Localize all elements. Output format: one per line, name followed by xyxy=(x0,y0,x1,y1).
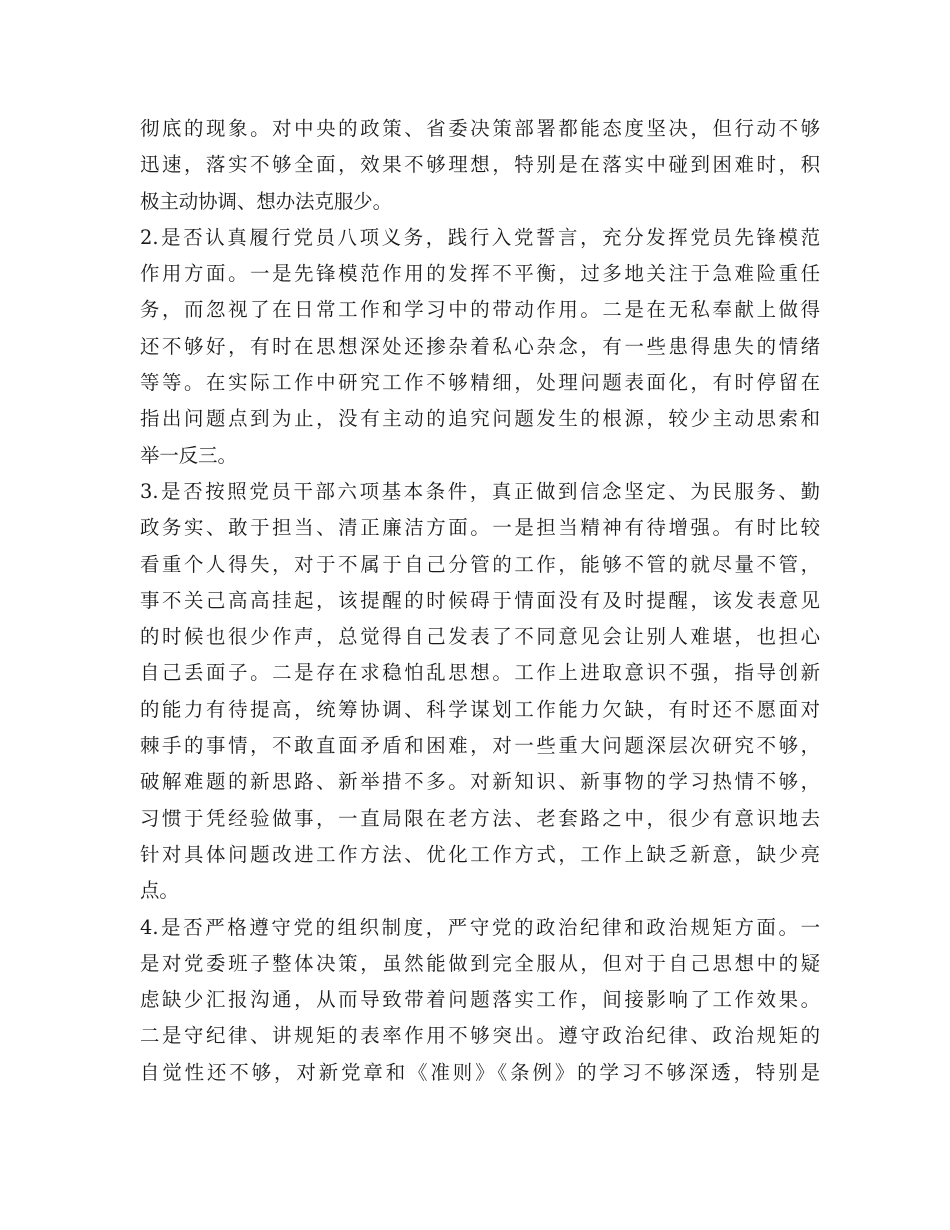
text-line: 棘手的事情，不敢直面矛盾和困难，对一些重大问题深层次研究不够， xyxy=(140,734,820,758)
text-line: 是对党委班子整体决策，虽然能做到完全服从，但对于自己思想中的疑 xyxy=(140,951,820,975)
text-line: 还不够好，有时在思想深处还掺杂着私心杂念，有一些患得患失的情绪 xyxy=(140,334,820,358)
text-line: 习惯于凭经验做事，一直局限在老方法、老套路之中，很少有意识地去 xyxy=(140,806,820,830)
text-line: 政务实、敢于担当、清正廉洁方面。一是担当精神有待增强。有时比较 xyxy=(140,516,820,540)
text-line: 等等。在实际工作中研究工作不够精细，处理问题表面化，有时停留在 xyxy=(140,371,820,395)
text-line: 自己丢面子。二是存在求稳怕乱思想。工作上进取意识不强，指导创新 xyxy=(140,661,820,685)
text-line: 迅速，落实不够全面，效果不够理想，特别是在落实中碰到困难时，积 xyxy=(140,153,820,177)
text-line: 举一反三。 xyxy=(140,443,237,467)
text-line: 极主动协调、想办法克服少。 xyxy=(140,189,393,213)
body-text xyxy=(140,111,820,1091)
text-line: 事不关己高高挂起，该提醒的时候碍于情面没有及时提醒，该发表意见 xyxy=(140,588,820,612)
text-line: 的能力有待提高，统筹协调、科学谋划工作能力欠缺，有时还不愿面对 xyxy=(140,697,820,721)
text-line: 2.是否认真履行党员八项义务，践行入党誓言，充分发挥党员先锋模范 xyxy=(140,225,820,249)
text-line: 自觉性还不够，对新党章和《准则》《条例》的学习不够深透，特别是 xyxy=(140,1060,820,1084)
text-line: 破解难题的新思路、新举措不多。对新知识、新事物的学习热情不够， xyxy=(140,770,820,794)
text-line: 的时候也很少作声，总觉得自己发表了不同意见会让别人难堪，也担心 xyxy=(140,625,820,649)
text-line: 彻底的现象。对中央的政策、省委决策部署都能态度坚决，但行动不够 xyxy=(140,117,820,140)
text-line: 点。 xyxy=(140,879,179,903)
text-line: 虑缺少汇报沟通，从而导致带着问题落实工作，间接影响了工作效果。 xyxy=(140,988,820,1012)
text-line: 看重个人得失，对于不属于自己分管的工作，能够不管的就尽量不管， xyxy=(140,552,820,576)
text-line: 针对具体问题改进工作方法、优化工作方式，工作上缺乏新意，缺少亮 xyxy=(140,842,820,866)
text-line: 二是守纪律、讲规矩的表率作用不够突出。遵守政治纪律、政治规矩的 xyxy=(140,1024,820,1048)
text-line: 务，而忽视了在日常工作和学习中的带动作用。二是在无私奉献上做得 xyxy=(140,298,820,322)
text-line: 4.是否严格遵守党的组织制度，严守党的政治纪律和政治规矩方面。一 xyxy=(140,915,820,939)
text-line: 3.是否按照党员干部六项基本条件，真正做到信念坚定、为民服务、勤 xyxy=(140,479,820,503)
text-line: 作用方面。一是先锋模范作用的发挥不平衡，过多地关注于急难险重任 xyxy=(140,262,820,286)
text-line: 指出问题点到为止，没有主动的追究问题发生的根源，较少主动思索和 xyxy=(140,407,820,431)
